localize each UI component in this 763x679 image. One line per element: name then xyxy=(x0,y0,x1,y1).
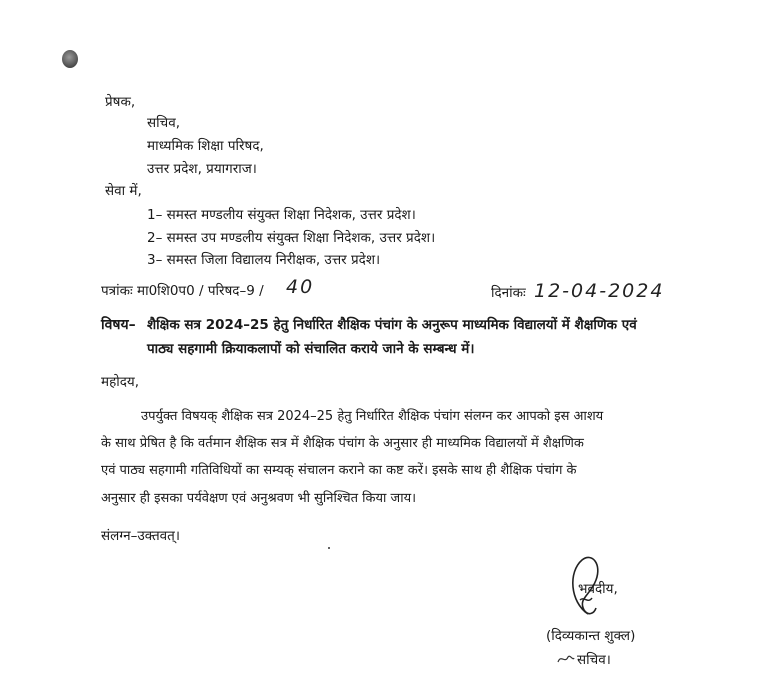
signature-name: (दिव्यकान्त शुक्ल) xyxy=(546,628,636,644)
salutation: महोदय, xyxy=(101,374,140,390)
body-line-4: अनुसार ही इसका पर्यवेक्षण एवं अनुश्रवण भी सुनिश्चित किया जाय। xyxy=(101,491,417,506)
recipient-item-3: 3– समस्त जिला विद्यालय निरीक्षक, उत्तर प्रदेश। xyxy=(147,252,381,268)
reference-number: 40 xyxy=(286,276,315,298)
initial-scribble xyxy=(556,652,576,666)
sender-line-2: माध्यमिक शिक्षा परिषद, xyxy=(147,138,264,154)
recipient-item-1: 1– समस्त मण्डलीय संयुक्त शिक्षा निदेशक, उत्तर प्रदेश। xyxy=(147,207,416,223)
signature-closing: भवदीय, xyxy=(578,581,618,597)
body-line-1: उपर्युक्त विषयक् शैक्षिक सत्र 2024–25 हेतु निर्धारित शैक्षिक पंचांग संलग्न कर आपको इस आशय xyxy=(141,409,604,424)
recipients-label: सेवा में, xyxy=(105,183,142,199)
sender-line-1: सचिव, xyxy=(147,115,180,131)
ink-dot xyxy=(328,547,330,549)
subject-label: विषय– xyxy=(101,317,136,333)
body-line-2: के साथ प्रेषित है कि वर्तमान शैक्षिक सत्र में शैक्षिक पंचांग के अनुसार ही माध्यमिक विद्यालयों में शैक्षणिक xyxy=(101,436,584,451)
reference-label: पत्रांकः मा0शि0प0 / परिषद–9 / xyxy=(101,283,264,299)
subject-line-2: पाठ्य सहगामी क्रियाकलापों को संचालित कराये जाने के सम्बन्ध में। xyxy=(147,341,475,357)
sender-line-3: उत्तर प्रदेश, प्रयागराज। xyxy=(147,161,257,177)
enclosure: संलग्न–उक्तवत्। xyxy=(101,528,180,544)
punch-hole xyxy=(62,50,78,68)
signature-designation: सचिव। xyxy=(577,652,611,668)
date-label: दिनांकः xyxy=(491,285,526,301)
sender-label: प्रेषक, xyxy=(105,94,136,110)
body-line-3: एवं पाठ्य सहगामी गतिविधियों का सम्यक् संचालन कराने का कष्ट करें। इसके साथ ही शैक्षिक पंचांग के xyxy=(101,463,577,478)
recipient-item-2: 2– समस्त उप मण्डलीय संयुक्त शिक्षा निदेशक, उत्तर प्रदेश। xyxy=(147,230,436,246)
date-value: 12-04-2024 xyxy=(534,280,665,302)
subject-line-1: शैक्षिक सत्र 2024–25 हेतु निर्धारित शैक्षिक पंचांग के अनुरूप माध्यमिक विद्यालयों में शैक्षणिक एवं xyxy=(147,317,637,333)
